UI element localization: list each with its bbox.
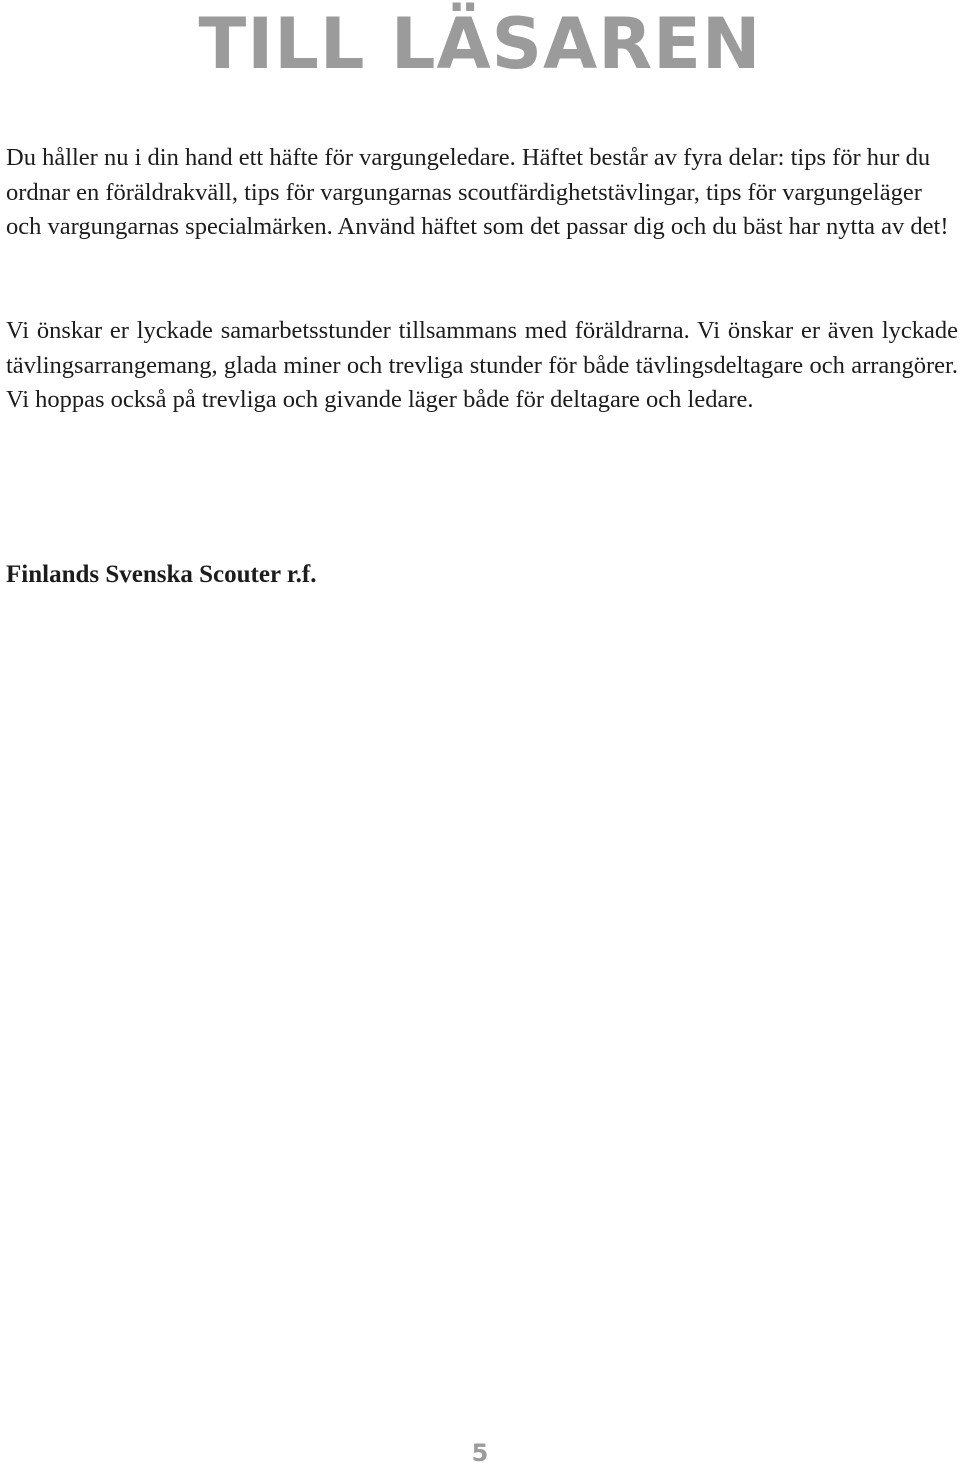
signature: Finlands Svenska Scouter r.f. (6, 561, 317, 588)
page-title: TILL LÄSAREN (198, 3, 762, 85)
wishes-paragraph: Vi önskar er lyckade samarbetsstunder tillsammans med föräldrarna. Vi önskar er även lyckade tävlingsarrangemang, glada miner och trevliga stunder för både tävlingsdeltagare och arrangörer. Vi hoppas också på trevliga och givande läger både för deltagare och ledare. (6, 317, 958, 414)
page-number: 5 (471, 1439, 489, 1467)
intro-paragraph: Du håller nu i din hand ett häfte för vargungeledare. Häftet består av fyra delar: tips för hur du ordnar en föräldrakväll, tips för vargungarnas scoutfärdighetstävlingar, tips för vargungeläger och vargungarnas specialmärken. Använd häftet som det passar dig och du bäst har nytta av det! (6, 144, 949, 241)
